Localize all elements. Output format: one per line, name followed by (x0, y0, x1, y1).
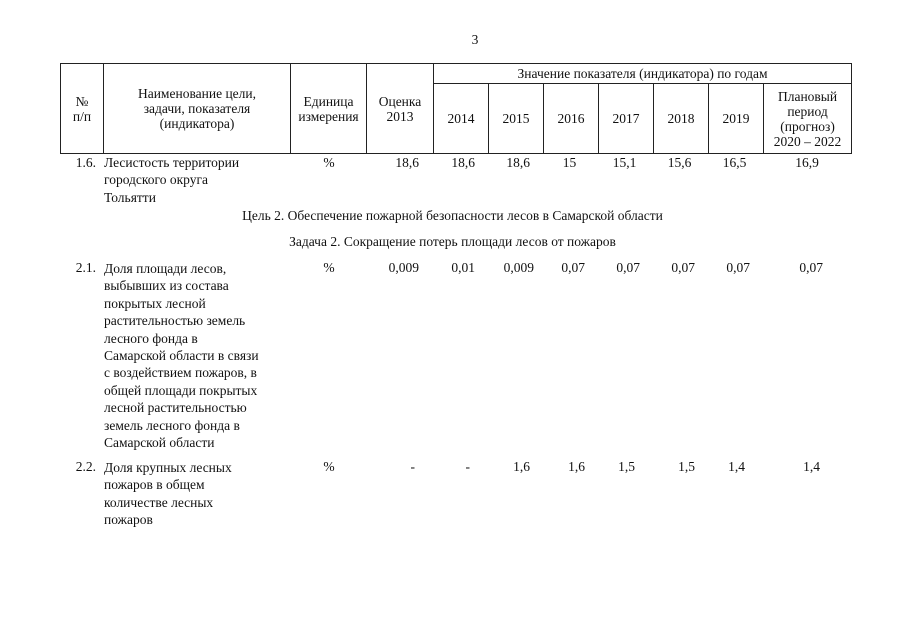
header-year: 2014 (434, 84, 489, 154)
row-value: 1,4 (728, 459, 745, 474)
row-value: 18,6 (451, 155, 475, 170)
row-num: 2.2. (75, 459, 96, 474)
row-value: 1,6 (513, 459, 530, 474)
row-value: 1,6 (568, 459, 585, 474)
row-plan: 0,07 (799, 260, 823, 275)
row-estimate: - (410, 459, 415, 474)
row-value: 15 (562, 155, 577, 170)
table-header (60, 63, 852, 154)
row-value: 0,07 (671, 260, 695, 275)
row-value: 1,5 (678, 459, 695, 474)
row-value: - (465, 459, 470, 474)
header-unit: Единица измерения (291, 64, 367, 154)
row-value: 0,07 (561, 260, 585, 275)
row-unit: % (323, 459, 335, 474)
row-unit: % (323, 260, 335, 275)
task-heading: Задача 2. Сокращение потерь площади лесов от пожаров (289, 234, 616, 249)
row-value: 15,1 (612, 155, 637, 170)
header-year: 2018 (654, 84, 709, 154)
header-estimate: Оценка 2013 (367, 64, 434, 154)
row-value: 1,5 (618, 459, 635, 474)
row-name: Доля крупных лесных пожаров в общем количестве лесных пожаров (104, 460, 232, 528)
row-num: 1.6. (75, 155, 96, 170)
header-num: № п/п (61, 64, 104, 154)
row-num: 2.1. (75, 260, 96, 275)
header-plan: Плановый период (прогноз) 2020 – 2022 (764, 84, 852, 154)
row-value: 15,6 (667, 155, 692, 170)
row-name: Лесистость территории городского округа Тольятти (104, 155, 240, 205)
row-plan: 1,4 (803, 459, 820, 474)
row-estimate: 18,6 (395, 155, 419, 170)
header-name: Наименование цели, задачи, показателя (индикатора) (104, 64, 291, 154)
row-value: 0,07 (616, 260, 640, 275)
row-value: 18,6 (506, 155, 530, 170)
row-plan: 16,9 (795, 155, 819, 170)
row-unit: % (323, 155, 335, 170)
row-value: 0,009 (503, 260, 534, 275)
header-year: 2016 (544, 84, 599, 154)
row-value: 0,07 (726, 260, 750, 275)
row-estimate: 0,009 (388, 260, 419, 275)
row-value: 16,5 (722, 155, 747, 170)
header-year: 2017 (599, 84, 654, 154)
row-value: 0,01 (451, 260, 475, 275)
header-group: Значение показателя (индикатора) по годам (434, 64, 852, 84)
page-number: 3 (471, 32, 479, 47)
row-name: Доля площади лесов, выбывших из состава покрытых лесной растительностью земель лесного фонда в Самарской области в связи с воздействием пожаров, в общей площади покрытых лесной растительностью земель лесного фонда в Самарской области (104, 261, 259, 451)
header-year: 2015 (489, 84, 544, 154)
goal-heading: Цель 2. Обеспечение пожарной безопасности лесов в Самарской области (242, 208, 663, 223)
header-year: 2019 (709, 84, 764, 154)
